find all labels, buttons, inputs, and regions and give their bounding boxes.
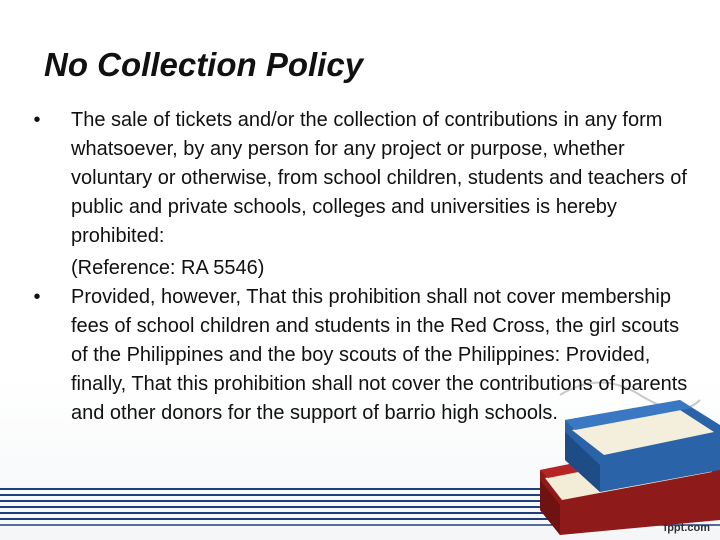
bullet-text: Provided, however, That this prohibition shall not cover membership fees of school children and students in the Red Cross, the girl scouts of the Philippines and the boy scouts of the Philippines: Provided, finally, That this prohibition shall not cover the contributions of parents and other donors for the support of barrio high schools.	[71, 286, 688, 424]
slide-title: No Collection Policy	[44, 46, 364, 83]
bullet-marker: •	[33, 286, 41, 308]
bullet-marker: •	[33, 109, 41, 131]
reference-text: (Reference: RA 5546)	[71, 257, 265, 279]
bullet-list	[28, 106, 688, 428]
bullet-item	[28, 283, 688, 428]
fppt-logo: fppt.com	[663, 522, 710, 534]
bullet-item	[28, 106, 688, 283]
bullet-text: The sale of tickets and/or the collection of contributions in any form whatsoever, by any person for any project or purpose, whether voluntary or otherwise, from school children, students and teachers of public and private schools, colleges and universities is hereby prohibited:	[71, 109, 687, 247]
